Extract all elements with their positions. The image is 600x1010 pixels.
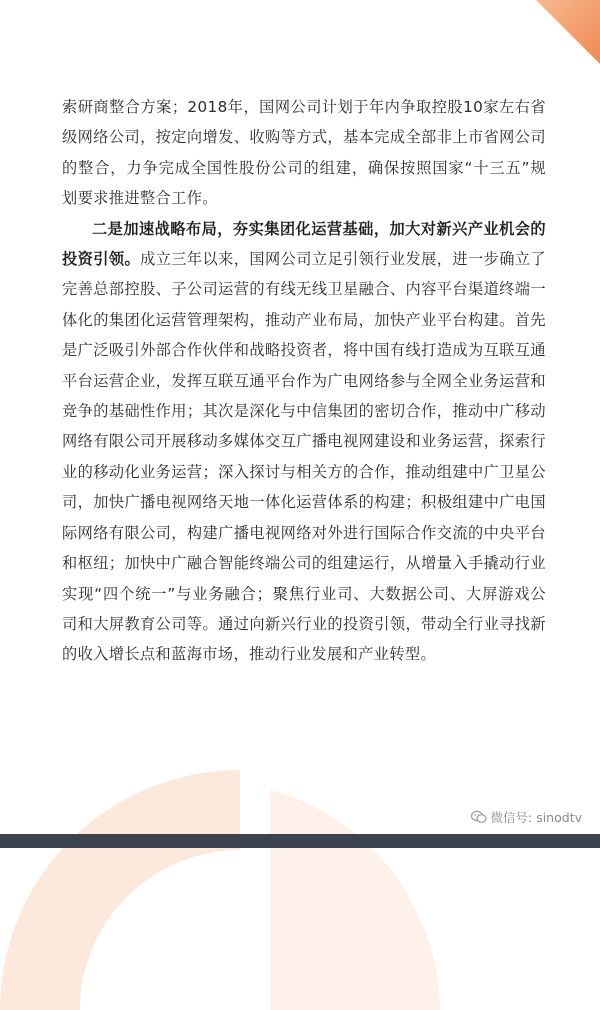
wechat-id: 微信号: sinodtv xyxy=(490,810,582,825)
paragraph-strategy-body: 成立三年以来，国网公司立足引领行业发展，进一步确立了完善总部控股、子公司运营的有线无线卫星融合、内容平台渠道终端一体化的集团化运营管理架构，推动产业布局，加快产业平台构建。首先是广泛吸引外部合作伙伴和战略投资者，将中国有线打造成为互联互通平台运营企业，发挥互联互通平台作为广电网络参与全网全业务运营和竞争的基础性作用；其次是深化与中信集团的密切合作，推动中广移动网络有限公司开展移动多媒体交互广播电视网建设和业务运营，探索行业的移动化业务运营；深入探讨与相关方的合作，推动组建中广卫星公司，加快广播电视网络天地一体化运营体系的构建；积极组建中广电国际网络有限公司，构建广播电视网络对外进行国际合作交流的中央平台和枢纽；加快中广融合智能终端公司的组建运行，从增量入手撬动行业实现“四个统一”与业务融合；聚焦行业司、大数据公司、大屏游戏公司和大屏教育公司等。通过向新兴行业的投资引领，带动全行业寻找新的收入增长点和蓝海市场，推动行业发展和产业转型。 xyxy=(62,250,547,664)
paragraph-strategy-heading: 二是加速战略布局，夯实集团化运营基础，加大对新兴产业机会的投资引领。 xyxy=(62,219,546,269)
wechat-icon xyxy=(471,810,487,824)
article-body xyxy=(62,92,546,670)
corner-triangle-decoration xyxy=(536,0,600,64)
bottom-bar xyxy=(0,834,600,848)
wechat-watermark xyxy=(471,808,582,826)
paragraph-strategy xyxy=(62,214,546,670)
paragraph-integration: 索研商整合方案；2018年，国网公司计划于年内争取控股10家左右省级网络公司，按定向增发、收购等方式，基本完成全部非上市省网公司的整合，力争完成全国性股份公司的组建，确保按照国家“十三五”规划要求推进整合工作。 xyxy=(62,98,546,208)
